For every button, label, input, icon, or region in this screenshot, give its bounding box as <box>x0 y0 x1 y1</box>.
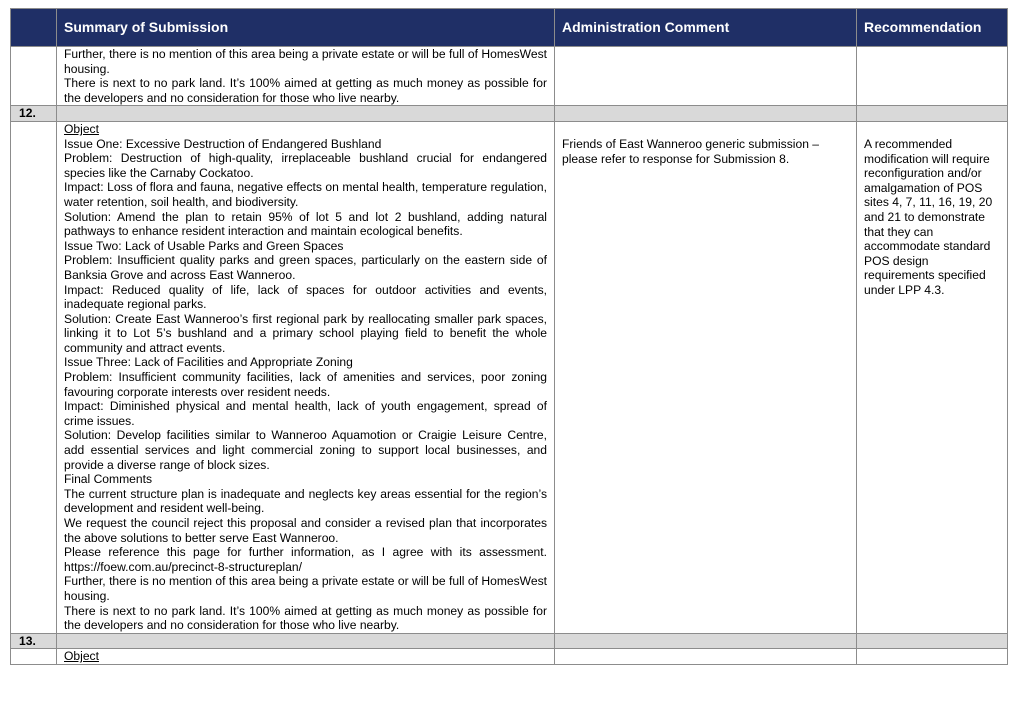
summary-line: Impact: Loss of flora and fauna, negative effects on mental health, temperature regulation, water retention, soil health, and biodiversity. <box>64 180 547 209</box>
recommendation-cell <box>857 649 1008 665</box>
summary-line: Further, there is no mention of this area being a private estate or will be full of HomesWest housing. <box>64 574 547 603</box>
summary-cell <box>57 121 555 633</box>
submission-number-row <box>11 106 1008 122</box>
summary-line: The current structure plan is inadequate and neglects key areas essential for the region’s development and resident well-being. <box>64 486 547 516</box>
number-row-spacer <box>857 633 1008 649</box>
summary-line: Please reference this page for further information, as I agree with its assessment. https://foew.com.au/precinct-8-structureplan/ <box>64 545 547 574</box>
table-header-row <box>11 9 1008 47</box>
table-row-continuation <box>11 47 1008 106</box>
summary-line: There is next to no park land. It’s 100% aimed at getting as much money as possible for the developers and no consideration for those who live nearby. <box>64 76 547 105</box>
submissions-table <box>10 8 1008 665</box>
table-row-submission-13 <box>11 649 1008 665</box>
header-number-column <box>11 9 57 47</box>
number-row-spacer <box>555 633 857 649</box>
number-row-spacer <box>57 106 555 122</box>
summary-line: Impact: Reduced quality of life, lack of spaces for outdoor activities and events, inadequate regional parks. <box>64 282 547 312</box>
header-admin-comment: Administration Comment <box>555 9 857 47</box>
recommendation-text: A recommended modification will require reconfiguration and/or amalgamation of POS sites 4, 7, 11, 16, 19, 20 and 21 to demonstrate that they can accommodate standard POS design requirements specified under LPP 4.3. <box>864 136 993 297</box>
admin-comment-cell <box>555 47 857 106</box>
submission-number: 12. <box>11 106 57 122</box>
summary-line: We request the council reject this proposal and consider a revised plan that incorporates the above solutions to better serve East Wanneroo. <box>64 516 547 545</box>
summary-line: There is next to no park land. It’s 100% aimed at getting as much money as possible for the developers and no consideration for those who live nearby. <box>64 603 547 633</box>
summary-line: Problem: Insufficient quality parks and green spaces, particularly on the eastern side of Banksia Grove and across East Wanneroo. <box>64 253 547 282</box>
submission-number: 13. <box>11 633 57 649</box>
number-cell <box>11 121 57 633</box>
number-row-spacer <box>857 106 1008 122</box>
table-row-submission-12 <box>11 121 1008 633</box>
header-recommendation: Recommendation <box>857 9 1008 47</box>
submission-heading: Object <box>64 649 99 664</box>
summary-line: Solution: Amend the plan to retain 95% of lot 5 and lot 2 bushland, adding natural pathways to enhance resident interaction and maintain ecological benefits. <box>64 209 547 239</box>
submission-heading: Object <box>64 121 99 136</box>
submission-number-row <box>11 633 1008 649</box>
summary-line: Final Comments <box>64 472 153 487</box>
summary-line: Further, there is no mention of this area being a private estate or will be full of HomesWest housing. <box>64 47 547 76</box>
admin-comment-cell <box>555 121 857 633</box>
admin-comment-cell <box>555 649 857 665</box>
summary-line: Impact: Diminished physical and mental health, lack of youth engagement, spread of crime issues. <box>64 399 547 428</box>
summary-line: Issue Three: Lack of Facilities and Appropriate Zoning <box>64 355 353 370</box>
summary-cell <box>57 47 555 106</box>
number-cell <box>11 47 57 106</box>
summary-line: Problem: Insufficient community facilities, lack of amenities and services, poor zoning favouring corporate interests over resident needs. <box>64 370 547 399</box>
summary-line: Issue Two: Lack of Usable Parks and Green Spaces <box>64 238 344 253</box>
summary-cell <box>57 649 555 665</box>
number-row-spacer <box>555 106 857 122</box>
admin-comment-text: Friends of East Wanneroo generic submission – please refer to response for Submission 8. <box>562 136 820 166</box>
summary-line: Issue One: Excessive Destruction of Endangered Bushland <box>64 136 382 151</box>
header-summary: Summary of Submission <box>57 9 555 47</box>
recommendation-cell <box>857 121 1008 633</box>
number-cell <box>11 649 57 665</box>
recommendation-cell <box>857 47 1008 106</box>
number-row-spacer <box>57 633 555 649</box>
summary-line: Solution: Develop facilities similar to Wanneroo Aquamotion or Craigie Leisure Centre, add essential services and light commercial zoning to support local businesses, and provide a diverse range of block sizes. <box>64 428 547 472</box>
summary-line: Problem: Destruction of high-quality, irreplaceable bushland crucial for endangered species like the Carnaby Cockatoo. <box>64 151 547 180</box>
summary-line: Solution: Create East Wanneroo’s first regional park by reallocating smaller park spaces, linking it to Lot 5’s bushland and a primary school playing field to benefit the whole community and attract events. <box>64 311 547 355</box>
